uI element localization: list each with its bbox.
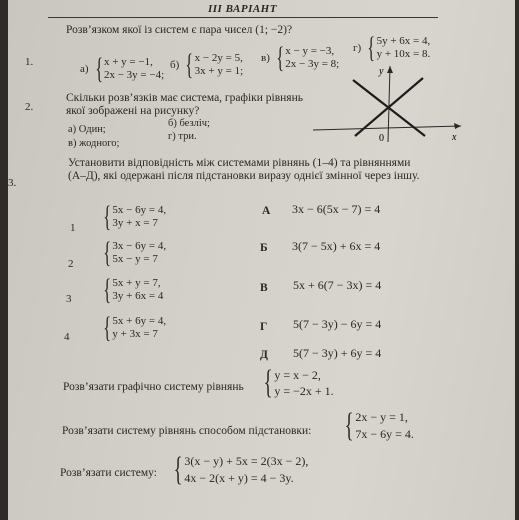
x-axis bbox=[313, 126, 461, 130]
equation: y = −2x + 1. bbox=[274, 384, 334, 398]
equation: x + y = −1, bbox=[103, 56, 153, 68]
brace: { bbox=[103, 273, 112, 306]
answer-letter-e: Д bbox=[260, 349, 268, 361]
equation: 2x − y = 1, bbox=[355, 410, 408, 424]
equation: 3x − 6y = 4, bbox=[112, 240, 167, 252]
variant-title: III ВАРІАНТ bbox=[208, 3, 277, 15]
brace: { bbox=[367, 31, 376, 64]
task3-number: 3. bbox=[8, 177, 17, 189]
equation: 4x − 2(x + y) = 4 − 3y. bbox=[184, 471, 294, 485]
brace: { bbox=[263, 364, 273, 402]
answer-letter-d: Г bbox=[260, 321, 268, 333]
equation: 3y + x = 7 bbox=[112, 217, 158, 229]
task3-system-3 bbox=[100, 273, 164, 306]
task3-system-4 bbox=[100, 311, 167, 344]
equation: x − y = −3, bbox=[285, 45, 335, 57]
task6-system bbox=[170, 453, 308, 487]
brace: { bbox=[173, 451, 183, 489]
task1-question: Розв’язком якої із систем є пара чисел (1; −2)? bbox=[66, 24, 293, 36]
x-axis-arrow bbox=[454, 123, 461, 129]
answer-letter-b: Б bbox=[260, 242, 268, 254]
option-label: в) bbox=[261, 52, 270, 64]
brace: { bbox=[103, 236, 112, 269]
lines-graph bbox=[313, 62, 463, 142]
brace: { bbox=[276, 41, 285, 74]
origin-label: 0 bbox=[379, 133, 384, 142]
task2-option-b: б) безліч; bbox=[168, 118, 210, 129]
answer-equation-e: 5(7 − 3y) + 6y = 4 bbox=[293, 346, 382, 360]
task3-question-line2: (А–Д), які одержані після підстановки виразу однієї змінної через іншу. bbox=[68, 170, 420, 182]
answer-letter-c: В bbox=[260, 282, 268, 294]
task6-text: Розв’язати систему: bbox=[60, 467, 157, 479]
task5-text: Розв’язати систему рівнянь способом підстановки: bbox=[62, 425, 312, 437]
equation: 2x − 3y = 8; bbox=[285, 58, 340, 70]
equation: 3x + y = 1; bbox=[194, 65, 244, 77]
task3-system-1 bbox=[100, 200, 167, 233]
equation: 5x − 6y = 4, bbox=[112, 204, 167, 216]
x-axis-label: x bbox=[452, 132, 457, 142]
equation: 5y + 6x = 4, bbox=[376, 35, 431, 47]
brace: { bbox=[344, 407, 354, 445]
equation: 5x − y = 7 bbox=[112, 253, 158, 265]
workbook-page bbox=[8, 0, 515, 520]
system-number-2: 2 bbox=[68, 258, 74, 270]
system-number-3: 3 bbox=[66, 293, 72, 305]
task2-question-line2: якої зображені на рисунку? bbox=[66, 105, 200, 117]
system-number-4: 4 bbox=[64, 331, 70, 343]
equation: 3y + 6x = 4 bbox=[112, 290, 164, 302]
y-axis-label: y bbox=[379, 66, 384, 77]
task4-system bbox=[260, 364, 334, 402]
task1-option-a bbox=[80, 52, 165, 85]
answer-letter-a: А bbox=[262, 205, 271, 217]
equation: y + 3x = 7 bbox=[112, 328, 158, 340]
task2-option-d: г) три. bbox=[168, 131, 197, 142]
task1-number: 1. bbox=[25, 56, 34, 68]
equation: 7x − 6y = 4. bbox=[355, 427, 414, 441]
task3-system-2 bbox=[100, 236, 167, 269]
equation: 5x + y = 7, bbox=[112, 277, 161, 289]
task2-option-a: а) Один; bbox=[68, 124, 106, 135]
answer-equation-c: 5x + 6(7 − 3x) = 4 bbox=[293, 278, 382, 292]
equation: y + 10x = 8. bbox=[376, 48, 431, 60]
equation: 2x − 3y = −4; bbox=[103, 69, 165, 81]
equation: 5x + 6y = 4, bbox=[112, 315, 167, 327]
y-axis bbox=[388, 66, 390, 142]
equation: x − 2y = 5, bbox=[194, 52, 243, 64]
task2-option-c: в) жодного; bbox=[68, 138, 120, 149]
equation: 3(x − y) + 5x = 2(3x − 2), bbox=[184, 454, 309, 468]
task2-number: 2. bbox=[25, 101, 34, 113]
task2-question-line1: Скільки розв’язків має система, графіки рівнянь bbox=[66, 92, 303, 104]
brace: { bbox=[94, 52, 103, 85]
task1-option-d bbox=[353, 31, 431, 64]
answer-equation-a: 3x − 6(5x − 7) = 4 bbox=[292, 202, 381, 216]
option-label: г) bbox=[353, 42, 362, 54]
header-rule bbox=[48, 17, 438, 18]
answer-equation-d: 5(7 − 3y) − 6y = 4 bbox=[293, 317, 382, 331]
system-number-1: 1 bbox=[70, 222, 76, 234]
task5-system bbox=[341, 409, 414, 443]
task4-text: Розв’язати графічно систему рівнянь bbox=[63, 381, 244, 393]
task3-question-line1: Установити відповідність між системами рівнянь (1–4) та рівняннями bbox=[68, 157, 411, 169]
brace: { bbox=[103, 200, 112, 233]
brace: { bbox=[185, 48, 194, 81]
option-label: а) bbox=[80, 63, 89, 75]
answer-equation-b: 3(7 − 5x) + 6x = 4 bbox=[292, 239, 381, 253]
task1-option-b bbox=[170, 48, 244, 81]
brace: { bbox=[103, 311, 112, 344]
equation: y = x − 2, bbox=[274, 368, 321, 382]
option-label: б) bbox=[170, 59, 180, 71]
y-axis-arrow bbox=[387, 66, 393, 73]
